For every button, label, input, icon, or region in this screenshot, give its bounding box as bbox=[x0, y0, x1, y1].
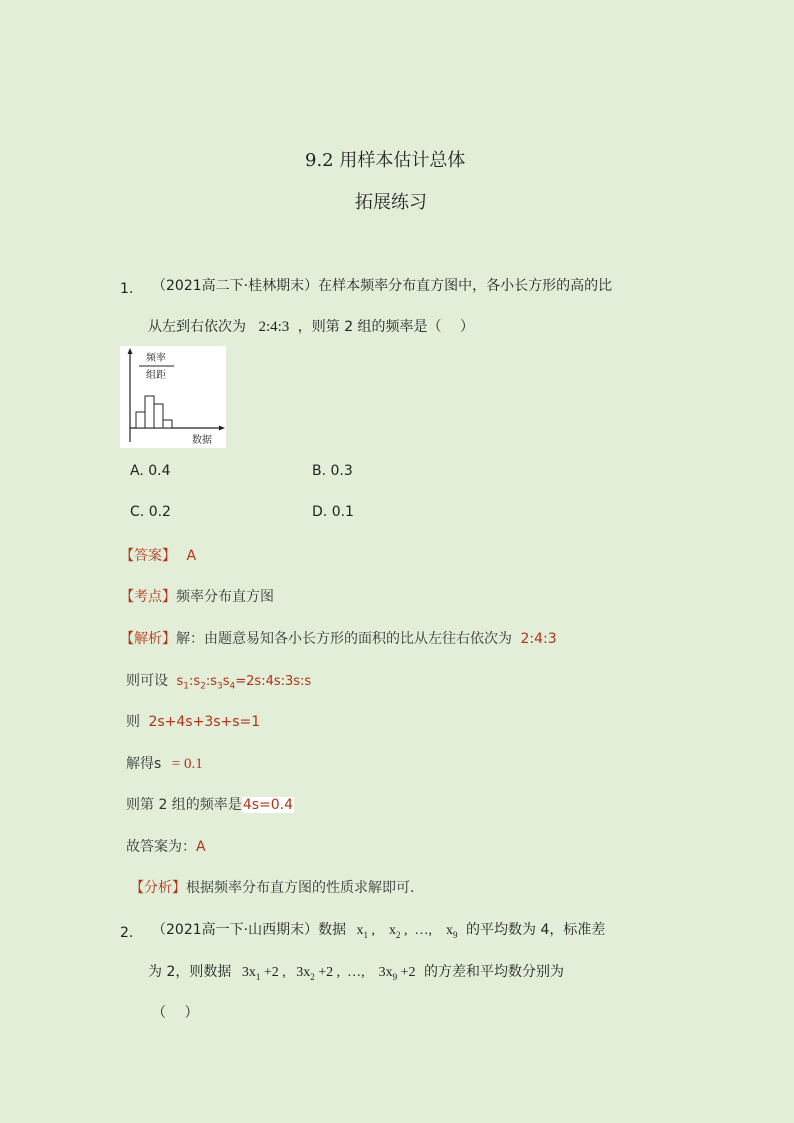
option-c-letter: C. bbox=[130, 504, 145, 520]
option-c bbox=[130, 504, 171, 520]
question-2-text-b: 的平均数为 4，标准差 bbox=[466, 922, 606, 938]
x-axis-arrow bbox=[219, 426, 225, 431]
question-2-text-d: 的方差和平均数分别为 bbox=[423, 964, 564, 980]
question-2-data-3x: $3x_1 +2$ , $3x_2 +2$ , …, $3x_9 +2$ bbox=[241, 965, 416, 982]
question-1-number: 1. bbox=[120, 281, 134, 297]
question-1-stem-line2 bbox=[148, 316, 474, 336]
histogram-bar bbox=[136, 412, 145, 428]
step-1-formula: $s_1:s_2:s_3s_4=2s:4s:3s:s$ bbox=[176, 674, 312, 692]
question-1-ratio: 2:4:3 bbox=[258, 319, 290, 335]
analysis-text: 解：由题意易知各小长方形的面积的比从左往右依次为 bbox=[176, 631, 512, 647]
analysis-tag: 【解析】 bbox=[120, 631, 176, 647]
question-1-stem-text-b: ，则第 2 组的频率是（ ） bbox=[297, 319, 475, 335]
conclusion-answer: A bbox=[196, 839, 206, 855]
y-label-top: 频率 bbox=[146, 353, 166, 364]
option-b-letter: B. bbox=[312, 463, 327, 479]
step-2 bbox=[126, 711, 260, 731]
page-subtitle: 拓展练习 bbox=[355, 192, 427, 213]
step-3-formula: = 0.1 bbox=[171, 756, 203, 772]
analysis-line bbox=[120, 628, 557, 648]
step-4-formula: 4s=0.4 bbox=[242, 797, 294, 813]
y-axis-arrow bbox=[128, 348, 133, 354]
point-text: 频率分布直方图 bbox=[176, 589, 274, 605]
step-1 bbox=[126, 670, 311, 692]
answer-value: A bbox=[186, 548, 197, 564]
step-1-prefix: 则可设 bbox=[126, 673, 168, 689]
option-b bbox=[312, 463, 353, 479]
question-2-stem-line1 bbox=[152, 919, 605, 940]
question-2-data-x: $x_1$ , $x_2$ , …, $x_9$ bbox=[356, 923, 458, 940]
conclusion-line bbox=[126, 836, 206, 856]
answer-tag: 【答案】 bbox=[120, 548, 176, 564]
x-label: 数据 bbox=[192, 435, 212, 446]
method-line bbox=[130, 877, 414, 897]
option-d bbox=[312, 504, 354, 520]
option-d-letter: D. bbox=[312, 504, 328, 520]
question-2-text-a: （2021高一下·山西期末）数据 bbox=[152, 922, 347, 938]
answer-line bbox=[120, 545, 196, 565]
option-c-value: 0.2 bbox=[148, 504, 171, 520]
histogram-bars bbox=[136, 396, 172, 428]
question-1-stem-line1: （2021高二下·桂林期末）在样本频率分布直方图中，各小长方形的高的比 bbox=[152, 278, 613, 294]
conclusion-text: 故答案为： bbox=[126, 839, 196, 855]
histogram-svg bbox=[120, 346, 226, 448]
step-4-prefix: 则第 2 组的频率是 bbox=[126, 797, 242, 813]
step-2-prefix: 则 bbox=[126, 714, 140, 730]
question-1-stem-text-a: 从左到右依次为 bbox=[148, 319, 246, 335]
option-d-value: 0.1 bbox=[331, 504, 354, 520]
step-3 bbox=[126, 753, 203, 773]
option-b-value: 0.3 bbox=[330, 463, 353, 479]
step-3-prefix: 解得s bbox=[126, 756, 162, 772]
point-line bbox=[120, 586, 274, 606]
option-a bbox=[130, 463, 171, 479]
histogram-figure bbox=[120, 346, 226, 448]
question-2-stem-line2 bbox=[148, 961, 564, 982]
histogram-bar bbox=[154, 404, 163, 428]
step-2-formula: 2s+4s+3s+s=1 bbox=[148, 714, 261, 730]
method-text: 根据频率分布直方图的性质求解即可. bbox=[186, 880, 415, 896]
method-tag: 【分析】 bbox=[130, 880, 186, 896]
histogram-bar bbox=[163, 420, 172, 428]
y-label-bottom: 组距 bbox=[146, 370, 166, 381]
question-2-stem-line3: （ ） bbox=[152, 1005, 199, 1021]
page-title: 9.2 用样本估计总体 bbox=[305, 150, 466, 171]
analysis-ratio: 2:4:3 bbox=[520, 631, 557, 647]
histogram-bar bbox=[145, 396, 154, 428]
option-a-letter: A. bbox=[130, 463, 144, 479]
point-tag: 【考点】 bbox=[120, 589, 176, 605]
question-2-number: 2. bbox=[120, 925, 134, 941]
question-2-text-c: 为 2，则数据 bbox=[148, 964, 232, 980]
step-4 bbox=[126, 794, 294, 814]
option-a-value: 0.4 bbox=[148, 463, 171, 479]
